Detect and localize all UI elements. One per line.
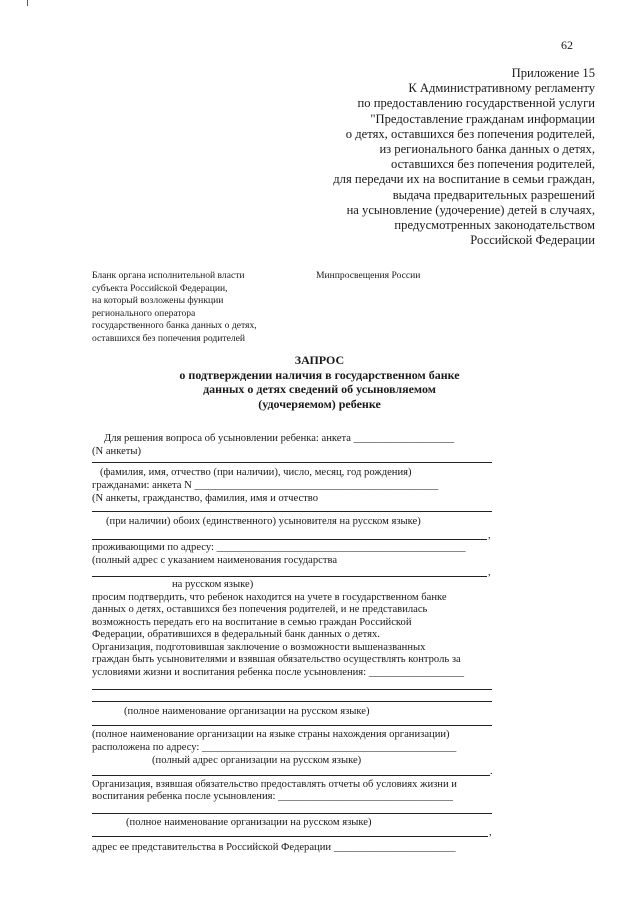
page-number: 62	[561, 38, 573, 52]
body-line: (N анкеты)	[92, 446, 142, 457]
body-line: на русском языке)	[172, 579, 254, 590]
fill-line	[92, 462, 492, 463]
body-line: (полное наименование организации на языке страны нахождения организации)	[92, 729, 450, 740]
body-line: (фамилия, имя, отчество (при наличии), число, месяц, год рождения)	[100, 467, 412, 478]
paragraph-line: Организация, взявшая обязательство предоставлять отчеты об условиях жизни и	[92, 779, 457, 790]
comma: ,	[489, 827, 492, 838]
body-line: расположена по адресу: ________________________________________________	[92, 742, 457, 753]
body-line: проживающими по адресу: _______________________________________________	[92, 542, 466, 553]
paragraph-line: просим подтвердить, что ребенок находится на учете в государственном банке	[92, 592, 447, 603]
appendix-line: из регионального банка данных о детях,	[379, 142, 595, 157]
request-paragraph	[92, 592, 447, 642]
fill-line	[92, 701, 492, 702]
appendix-line: "Предоставление гражданам информации	[370, 111, 595, 126]
blank-line: на который возложены функции	[92, 295, 224, 307]
blank-line: государственного банка данных о детях,	[92, 320, 257, 332]
blank-block	[92, 270, 257, 346]
paragraph-line: данных о детях, оставшихся без попечения родителей, и не представилась	[92, 604, 428, 616]
body-line: (полное наименование организации на русском языке)	[126, 817, 372, 828]
appendix-line: предусмотренных законодательством	[394, 218, 595, 233]
blank-line: субъекта Российской Федерации,	[92, 282, 228, 294]
appendix-line: Российской Федерации	[470, 233, 595, 248]
title-line: о подтверждении наличия в государственном банке	[179, 367, 460, 382]
blank-line: Бланк органа исполнительной власти	[92, 270, 245, 281]
appendix-line: оставшихся без попечения родителей,	[390, 157, 595, 172]
addressee: Минпросвещения России	[316, 270, 421, 281]
appendix-line: о детях, оставшихся без попечения родителей,	[345, 126, 595, 141]
body-line: (при наличии) обоих (единственного) усыновителя на русском языке)	[106, 516, 421, 527]
paragraph-line: Федерации, обратившихся в федеральный банк данных о детях.	[92, 629, 380, 641]
blank-line: оставшихся без попечения родителей	[92, 332, 246, 344]
fill-line	[92, 836, 488, 837]
appendix-line: на усыновление (удочерение) детей в случаях,	[346, 202, 595, 217]
corner-mark	[27, 0, 28, 6]
blank-line: регионального оператора	[92, 307, 196, 319]
body-line: адрес ее представительства в Российской Федерации _______________________	[92, 842, 456, 853]
appendix-line: К Административному регламенту	[408, 81, 595, 96]
comma: ,	[488, 530, 491, 541]
fill-line	[92, 576, 487, 577]
body-line: (полный адрес с указанием наименования государства	[92, 555, 338, 566]
appendix-line: по предоставлению государственной услуги	[357, 96, 595, 111]
paragraph-line: условиями жизни и воспитания ребенка после усыновления: __________________	[92, 666, 465, 678]
reports-paragraph	[92, 779, 457, 804]
appendix-line: для передачи их на воспитание в семьи граждан,	[333, 172, 595, 187]
title-line: (удочеряемом) ребенке	[258, 396, 381, 411]
paragraph-line: граждан быть усыновителями и взявшая обязательство осуществлять контроль за	[92, 654, 461, 666]
fill-line	[92, 689, 492, 690]
body-line: гражданами: анкета N ______________________________________________	[92, 480, 439, 491]
body-line: (полное наименование организации на русском языке)	[124, 706, 370, 717]
comma: ,	[488, 567, 491, 578]
body-line: (полный адрес организации на русском языке)	[152, 755, 362, 766]
paragraph-line: воспитания ребенка после усыновления: _________________________________	[92, 791, 453, 803]
title-line: ЗАПРОС	[294, 353, 345, 367]
paragraph-line: Организация, подготовившая заключение о возможности вышеназванных	[92, 642, 426, 653]
organization-paragraph	[92, 642, 464, 679]
body-line: (N анкеты, гражданство, фамилия, имя и отчество	[92, 493, 319, 504]
fill-line	[92, 539, 487, 540]
body-line: Для решения вопроса об усыновлении ребенка: анкета ___________________	[104, 433, 455, 444]
appendix-line: Приложение 15	[511, 66, 595, 80]
title-line: данных о детях сведений об усыновляемом	[203, 382, 436, 397]
appendix-line: выдача предварительных разрешений	[392, 187, 595, 202]
fill-line	[92, 775, 490, 776]
fill-line	[92, 813, 492, 814]
appendix-block	[265, 66, 595, 248]
fill-line	[92, 725, 492, 726]
period: .	[490, 766, 493, 777]
paragraph-line: возможность передать его на воспитание в семью граждан Российской	[92, 616, 412, 628]
document-title	[0, 353, 639, 411]
fill-line	[92, 511, 492, 512]
